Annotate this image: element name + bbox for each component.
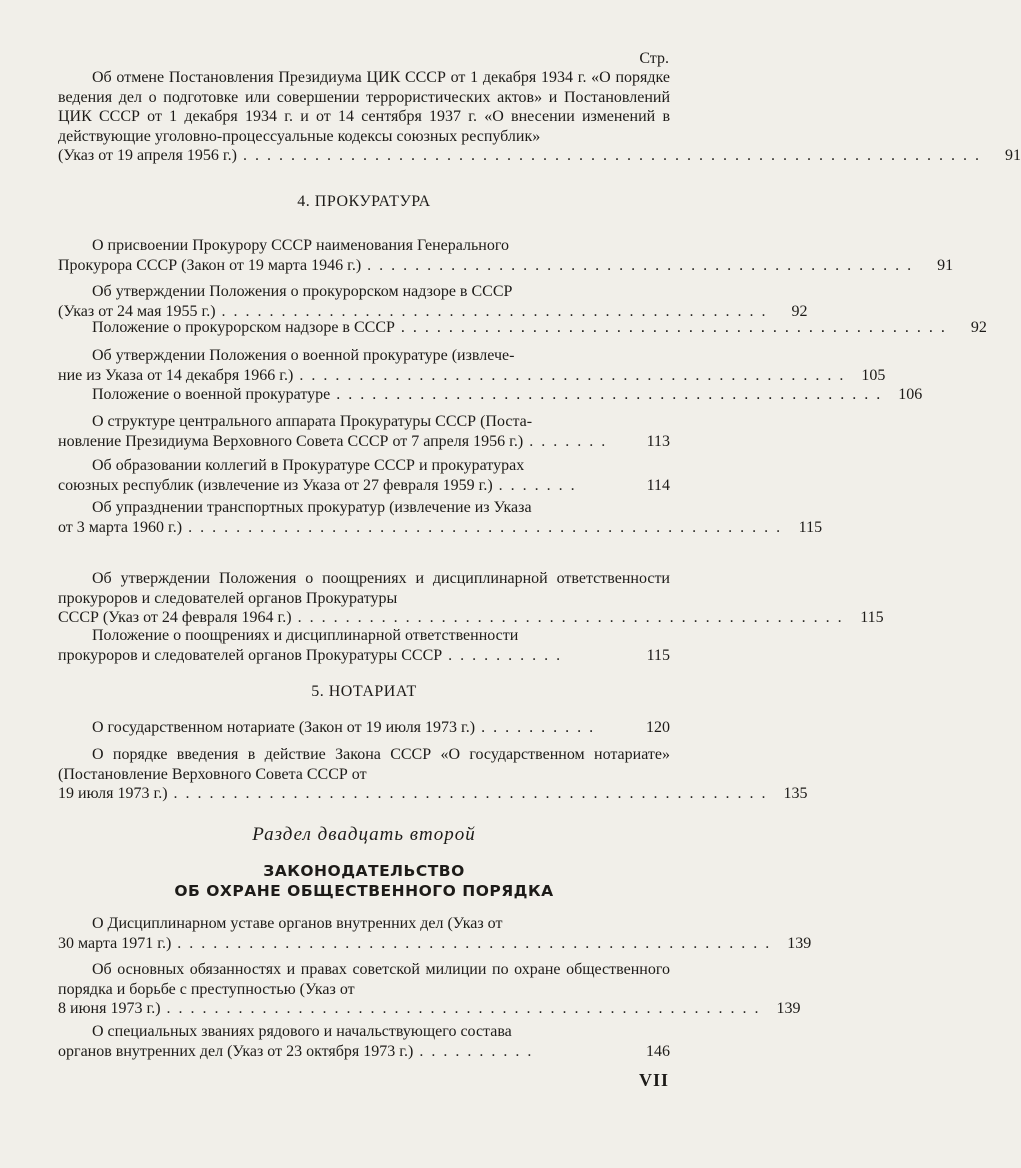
leader-dots: .............................................. [367, 256, 920, 274]
page-number: 115 [646, 646, 670, 664]
entry-text: Положение о прокурорском надзоре в СССР [92, 319, 395, 336]
toc-entry [58, 282, 808, 321]
section-heading: 5. НОТАРИАТ [311, 683, 417, 700]
toc-entry [58, 1022, 670, 1061]
entry-text: О Дисциплинарном уставе органов внутренних дел (Указ от [92, 915, 503, 932]
leader-dots: .......... [448, 646, 569, 664]
entry-text: Об утверждении Положения о прокурорском надзоре в СССР [92, 283, 513, 300]
entry-last-text: (Указ от 19 апреля 1956 г.) [58, 147, 237, 164]
leader-dots: .............................................. [336, 386, 889, 403]
entry-text: О структуре центрального аппарата Прокуратуры СССР (Поста- [92, 413, 533, 430]
entry-text: О присвоении Прокурору СССР наименования Генерального [92, 237, 510, 254]
page-column-label: Стр. [639, 50, 669, 67]
entry-last-text: 30 марта 1971 г.) [58, 934, 172, 952]
part-title: Раздел двадцать второй [252, 824, 476, 845]
page-number: 135 [783, 785, 808, 802]
toc-entry [58, 412, 670, 451]
entry-last-text: ние из Указа от 14 декабря 1966 г.) [58, 366, 294, 384]
leader-dots: ....... [529, 432, 614, 450]
entry-text: Об образовании коллегий в Прокуратуре СССР и прокуратурах [92, 457, 525, 474]
leader-dots: ....... [498, 476, 583, 494]
leader-dots: .......... [419, 1042, 540, 1060]
entry-last-text: союзных республик (извлечение из Указа от 27 февраля 1959 г.) [58, 476, 493, 494]
entry-last-text: от 3 марта 1960 г.) [58, 518, 183, 536]
entry-last-text: новление Президиума Верховного Совета СССР от 7 апреля 1956 г.) [58, 432, 524, 450]
page-number: 115 [798, 518, 823, 536]
section-heading: 4. ПРОКУРАТУРА [297, 193, 431, 210]
entry-text: О специальных званиях рядового и начальствующего состава [92, 1023, 512, 1040]
toc-entry [58, 346, 886, 385]
entry-text: Положение о военной прокуратуре [92, 386, 331, 403]
page-number: 106 [898, 386, 923, 403]
leader-dots: .................................................. [166, 1000, 767, 1017]
page-number: 114 [646, 476, 670, 494]
entry-last-line [58, 146, 1021, 166]
toc-entry [58, 718, 670, 738]
entry-text: Об отмене Постановления Президиума ЦИК СССР от 1 декабря 1934 г. «О порядке ведения дел о подготовке или совершении террористических актов» и Постановлений ЦИК СССР от 1 декабря 1934 г. и от 14 сентября 1937 г. «О внесении изменений в действующие уголовно-процессуальные кодексы союзных республик» [58, 69, 670, 145]
entry-text: О государственном нотариате (Закон от 19 июля 1973 г.) [92, 719, 476, 736]
toc-entry [58, 569, 884, 628]
toc-entry [58, 456, 670, 495]
page-number: 105 [861, 366, 886, 384]
entry-text: Об основных обязанностях и правах советской милиции по охране общественного порядка и борьбе с преступностью (Указ от [58, 961, 670, 998]
page-number: 139 [776, 1000, 801, 1017]
toc-entry [58, 745, 808, 804]
toc-entry [58, 236, 954, 275]
leader-dots: .............................................. [400, 319, 953, 336]
entry-text: Положение о поощрениях и дисциплинарной ответственности [92, 627, 519, 644]
page-number: 91 [1004, 147, 1021, 164]
leader-dots: .......... [481, 719, 602, 736]
entry-last-text: органов внутренних дел (Указ от 23 октября 1973 г.) [58, 1042, 414, 1060]
page-number: 115 [860, 609, 884, 626]
leader-dots: .............................................. [221, 302, 774, 320]
entry-last-text: прокуроров и следователей органов Прокуратуры СССР [58, 646, 443, 664]
page-number: 92 [791, 302, 808, 320]
entry-text: О порядке введения в действие Закона СССР «О государственном нотариате» (Постановление Верховного Совета СССР от [58, 746, 670, 783]
entry-last-text: Прокурора СССР (Закон от 19 марта 1946 г.) [58, 256, 362, 274]
page-number: 92 [970, 319, 987, 336]
toc-entry [58, 318, 987, 338]
leader-dots: .............................................................. [242, 147, 987, 164]
part-subtitle-line1: ЗАКОНОДАТЕЛЬСТВО [263, 862, 465, 880]
toc-entry [58, 626, 670, 665]
page-number: 91 [937, 256, 954, 274]
page-number: 113 [646, 432, 670, 450]
leader-dots: .............................................. [299, 366, 852, 384]
leader-dots: .................................................. [177, 934, 778, 952]
toc-entry [58, 68, 1021, 166]
page-number: 120 [646, 719, 670, 736]
entry-text: Об утверждении Положения о поощрениях и дисциплинарной ответственности прокуроров и следователей органов Прокуратуры [58, 570, 670, 607]
page-folio: VII [638, 1070, 669, 1090]
leader-dots: .................................................. [173, 785, 774, 802]
entry-last-text: СССР (Указ от 24 февраля 1964 г.) [58, 609, 292, 626]
part-subtitle-line2: ОБ ОХРАНЕ ОБЩЕСТВЕННОГО ПОРЯДКА [174, 882, 554, 900]
entry-text: Об утверждении Положения о военной прокуратуре (извлече- [92, 347, 515, 364]
leader-dots: .............................................. [297, 609, 850, 626]
page-number: 146 [646, 1042, 670, 1060]
toc-entry [58, 385, 923, 405]
toc-entry [58, 914, 812, 953]
page-number: 139 [787, 934, 812, 952]
leader-dots: .................................................. [188, 518, 789, 536]
entry-text: Об упразднении транспортных прокуратур (извлечение из Указа [92, 499, 532, 516]
toc-entry [58, 960, 801, 1019]
entry-last-text: 8 июня 1973 г.) [58, 1000, 161, 1017]
entry-last-text: 19 июля 1973 г.) [58, 785, 168, 802]
entry-last-text: (Указ от 24 мая 1955 г.) [58, 302, 216, 320]
toc-entry [58, 498, 823, 537]
